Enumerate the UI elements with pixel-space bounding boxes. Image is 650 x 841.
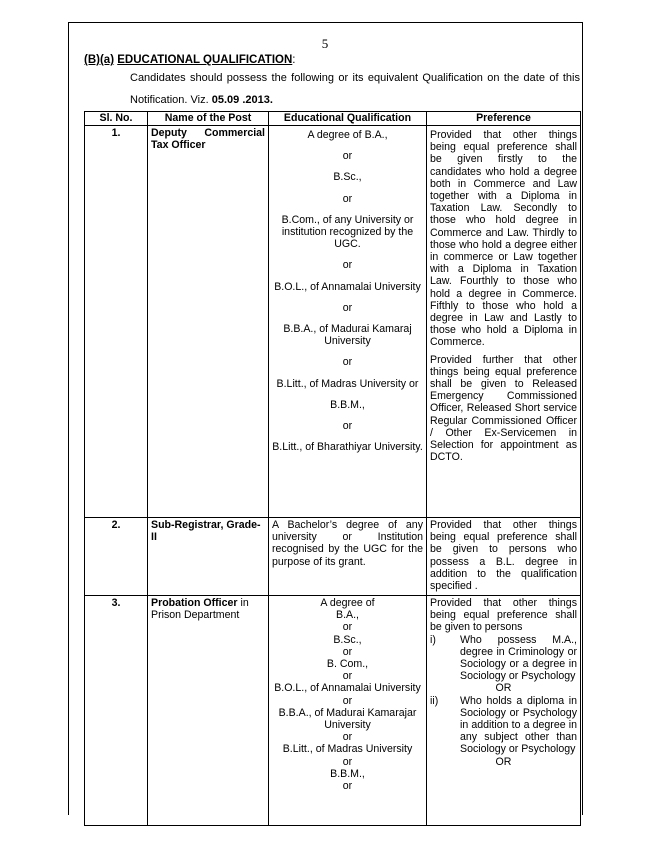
qual-line: A degree of xyxy=(320,597,375,609)
qual-line: or xyxy=(342,420,353,433)
row-slno: 3. xyxy=(85,596,148,826)
page-number: 5 xyxy=(321,36,329,51)
qualification-table xyxy=(84,111,581,826)
preference-item xyxy=(430,695,577,756)
post-name: Sub-Registrar, Grade-II xyxy=(151,519,261,544)
heading-suffix: : xyxy=(292,54,296,66)
qual-line: B. Com., xyxy=(326,658,369,671)
row-preference xyxy=(427,126,581,518)
qual-line: B.B.M., xyxy=(330,398,365,411)
qual-line: or xyxy=(342,755,353,768)
preference-intro: Provided that other things being equal preference shall be given to persons xyxy=(430,597,577,634)
qual-line: or xyxy=(342,301,353,314)
header-post: Name of the Post xyxy=(148,112,269,126)
row-post xyxy=(148,596,269,826)
post-name-rest: in Prison Department xyxy=(151,597,249,622)
header-slno: Sl. No. xyxy=(85,112,148,126)
qual-line: B.Sc., xyxy=(333,171,362,184)
qual-line: B.A., xyxy=(336,609,359,622)
intro-line-1: Candidates should possess the following or its equivalent Qualification on the date of this xyxy=(130,72,580,84)
preference-paragraph: Provided that other things being equal preference shall be given firstly to the candidates who hold a degree both in Commerce and Law together with a Diploma in Taxation Law. Secondly to those who hold degree in Commerce and Law. Thirdly to those who hold a degree either in commerce or Law together with a Diploma in Taxation Law. Fourthly to those who hold a degree in Commerce. Fifthly to those who hold a degree in Law and Lastly to those who hold a Diploma in Commerce. xyxy=(430,129,577,349)
qual-line: B.B.A., of Madurai Kamarajar University xyxy=(278,706,417,732)
row-preference: Provided that other things being equal preference shall be given to persons who possess a B.L. degree in addition to the qualification specified . xyxy=(427,518,581,596)
qual-line: or xyxy=(342,670,353,683)
row-preference xyxy=(427,596,581,826)
preference-paragraph: Provided further that other things being equal preference shall be given to Released Emergency Commissioned Officer, Released Short service Regular Commissioned Officer / Other Ex-Servicemen in Selection for appointment as DCTO. xyxy=(430,353,577,464)
row-slno: 1. xyxy=(85,126,148,518)
item-number: ii) xyxy=(430,694,439,707)
post-name: Deputy Commercial Tax Officer xyxy=(151,127,265,152)
qual-line: A degree of B.A., xyxy=(307,129,388,141)
qual-line: or xyxy=(342,356,353,369)
row-slno: 2. xyxy=(85,518,148,596)
post-name: Probation Officer xyxy=(151,597,238,609)
table-row xyxy=(85,126,581,518)
qual-line: or xyxy=(342,621,353,634)
qual-line: B.Com., of any University or institution recognized by the UGC. xyxy=(281,213,414,251)
intro-line-2 xyxy=(130,94,273,106)
qual-line: or xyxy=(342,150,353,163)
header-qualification: Educational Qualification xyxy=(269,112,427,126)
row-qualification xyxy=(269,596,427,826)
item-number: i) xyxy=(430,633,436,646)
table-row xyxy=(85,596,581,826)
preference-item xyxy=(430,634,577,683)
qual-line: B.Litt., of Madras University or xyxy=(276,377,419,390)
qual-line: or xyxy=(342,645,353,658)
qual-line: B.Litt., of Bharathiyar University. xyxy=(272,441,423,454)
or-label: OR xyxy=(495,682,512,695)
header-preference: Preference xyxy=(427,112,581,126)
heading-prefix: (B)(a) xyxy=(84,54,115,66)
qual-line: or xyxy=(342,259,353,272)
intro-line-2-prefix: Notification. Viz. xyxy=(130,94,209,106)
heading-title: EDUCATIONAL QUALIFICATION xyxy=(117,54,293,66)
item-text: Who possess M.A., degree in Criminology or Sociology or a degree in Sociology or Psychology xyxy=(460,633,577,683)
qual-line: or xyxy=(342,192,353,205)
qual-line: B.Litt., of Madras University xyxy=(282,743,413,756)
qual-line: B.O.L., of Annamalai University xyxy=(274,280,421,293)
table-header-row xyxy=(85,112,581,126)
qual-line: B.B.A., of Madurai Kamaraj University xyxy=(283,323,412,348)
table-row xyxy=(85,518,581,596)
row-post xyxy=(148,126,269,518)
row-qualification: A Bachelor’s degree of any university or Institution recognised by the UGC for the purpose of its grant. xyxy=(269,518,427,596)
notification-date: 05.09 .2013. xyxy=(211,94,273,106)
qual-line: or xyxy=(342,694,353,707)
qual-line: or xyxy=(342,731,353,744)
row-qualification xyxy=(269,126,427,518)
qual-line: B.O.L., of Annamalai University xyxy=(274,682,421,695)
row-post xyxy=(148,518,269,596)
qual-line: B.Sc., xyxy=(333,633,362,646)
or-label: OR xyxy=(495,755,512,768)
item-text: Who holds a diploma in Sociology or Psychology in addition to a degree in any subject other than Sociology or Psychology xyxy=(460,694,577,756)
qual-line: or xyxy=(342,780,353,793)
qual-line: B.B.M., xyxy=(330,767,365,780)
section-heading xyxy=(84,54,295,66)
